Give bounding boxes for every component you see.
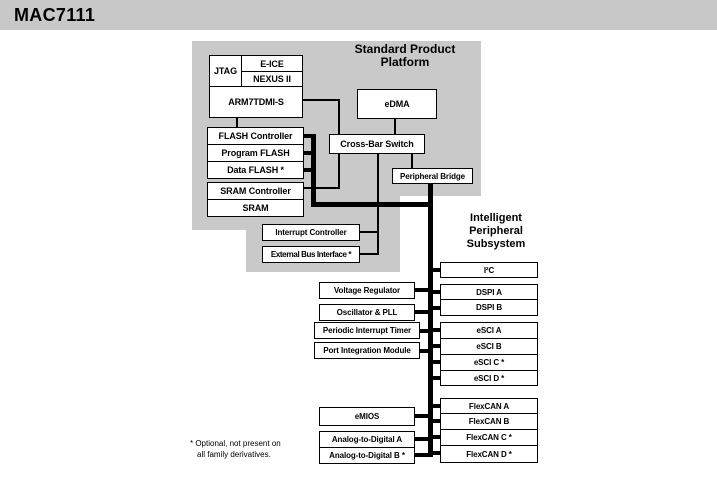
connector-edma-crossbar <box>394 118 396 135</box>
footnote-line-2: all family derivatives. <box>197 450 271 459</box>
box-esci-b: eSCI B <box>440 338 538 355</box>
box-emios: eMIOS <box>319 407 415 426</box>
bus-stub-adc-b <box>415 453 428 457</box>
page-title: MAC7111 <box>14 4 96 25</box>
box-flexcan-d: FlexCAN D * <box>440 445 538 463</box>
connector-ebi-stub <box>360 253 378 255</box>
box-analog-to-digital-a: Analog-to-Digital A <box>319 431 415 448</box>
box-flexcan-b: FlexCAN B <box>440 413 538 430</box>
connector-arm-crossbar-h <box>303 99 340 101</box>
bus-stub-esci-d <box>433 376 440 380</box>
footnote-line-1: * Optional, not present on <box>190 439 281 448</box>
connector-intc-stub <box>360 231 378 233</box>
bus-stub-port-integration-module <box>420 349 428 353</box>
connector-arm-crossbar-v <box>338 99 340 135</box>
box-edma: eDMA <box>357 89 437 119</box>
bus-stub-periodic-interrupt-timer <box>420 329 428 333</box>
bus-stub-emios <box>415 414 428 418</box>
box-analog-to-digital-b: Analog-to-Digital B * <box>319 447 415 464</box>
box-cross-bar-switch: Cross-Bar Switch <box>329 134 425 154</box>
connector-sramctrl-crossbar-v <box>338 153 340 189</box>
box-peripheral-bridge: Peripheral Bridge <box>392 168 473 184</box>
bus-stub-flexcan-b <box>433 419 440 423</box>
box-flexcan-a: FlexCAN A <box>440 398 538 414</box>
bus-stub-adc-a <box>415 437 428 441</box>
bus-stub-flexcan-d <box>433 451 440 455</box>
bus-stub-flexcan-c <box>433 435 440 439</box>
bus-stub-dspi-a <box>433 290 440 294</box>
box-voltage-regulator: Voltage Regulator <box>319 282 415 299</box>
box-esci-a: eSCI A <box>440 322 538 339</box>
box-interrupt-controller: Interrupt Controller <box>262 224 360 241</box>
box-program-flash: Program FLASH <box>207 144 304 162</box>
box-e-ice: E-ICE <box>241 55 303 72</box>
box-dspi-b: DSPI B <box>440 299 538 316</box>
box-periodic-interrupt-timer: Periodic Interrupt Timer <box>314 322 420 339</box>
box-i2c: I²C <box>440 262 538 278</box>
box-arm7tdmi-s: ARM7TDMI-S <box>209 86 303 118</box>
bus-stub-esci-b <box>433 344 440 348</box>
box-port-integration-module: Port Integration Module <box>314 342 420 359</box>
footnote <box>190 438 320 460</box>
box-external-bus-interface: External Bus Interface * <box>262 246 360 263</box>
bus-stub-esci-c <box>433 360 440 364</box>
box-jtag: JTAG <box>209 55 242 87</box>
bus-stub-esci-a <box>433 328 440 332</box>
box-flash-controller: FLASH Controller <box>207 127 304 145</box>
bus-stub-voltage-regulator <box>415 288 428 292</box>
bus-stub-i2c <box>433 268 440 272</box>
bus-stub-flexcan-a <box>433 404 440 408</box>
box-esci-c: eSCI C * <box>440 354 538 371</box>
box-flexcan-c: FlexCAN C * <box>440 429 538 446</box>
box-dspi-a: DSPI A <box>440 284 538 300</box>
bus-stub-oscillator-pll <box>415 310 428 314</box>
box-sram: SRAM <box>207 199 304 217</box>
box-sram-controller: SRAM Controller <box>207 182 304 200</box>
ips-title: Intelligent Peripheral Subsystem <box>466 212 526 250</box>
box-data-flash: Data FLASH * <box>207 161 304 179</box>
bus-memory-horizontal <box>311 202 433 207</box>
platform-title: Standard Product Platform <box>354 42 456 69</box>
connector-arm-flash <box>236 118 238 127</box>
box-oscillator-pll: Oscillator & PLL <box>319 304 415 321</box>
bus-memory-vertical <box>311 134 316 207</box>
connector-sramctrl-crossbar-h <box>304 187 340 189</box>
box-nexus-ii: NEXUS II <box>241 71 303 87</box>
box-esci-d: eSCI D * <box>440 370 538 386</box>
bus-ips-vertical <box>428 184 433 457</box>
bus-stub-dspi-b <box>433 306 440 310</box>
title-bar <box>0 0 717 30</box>
connector-crossbar-bridge <box>411 153 413 169</box>
